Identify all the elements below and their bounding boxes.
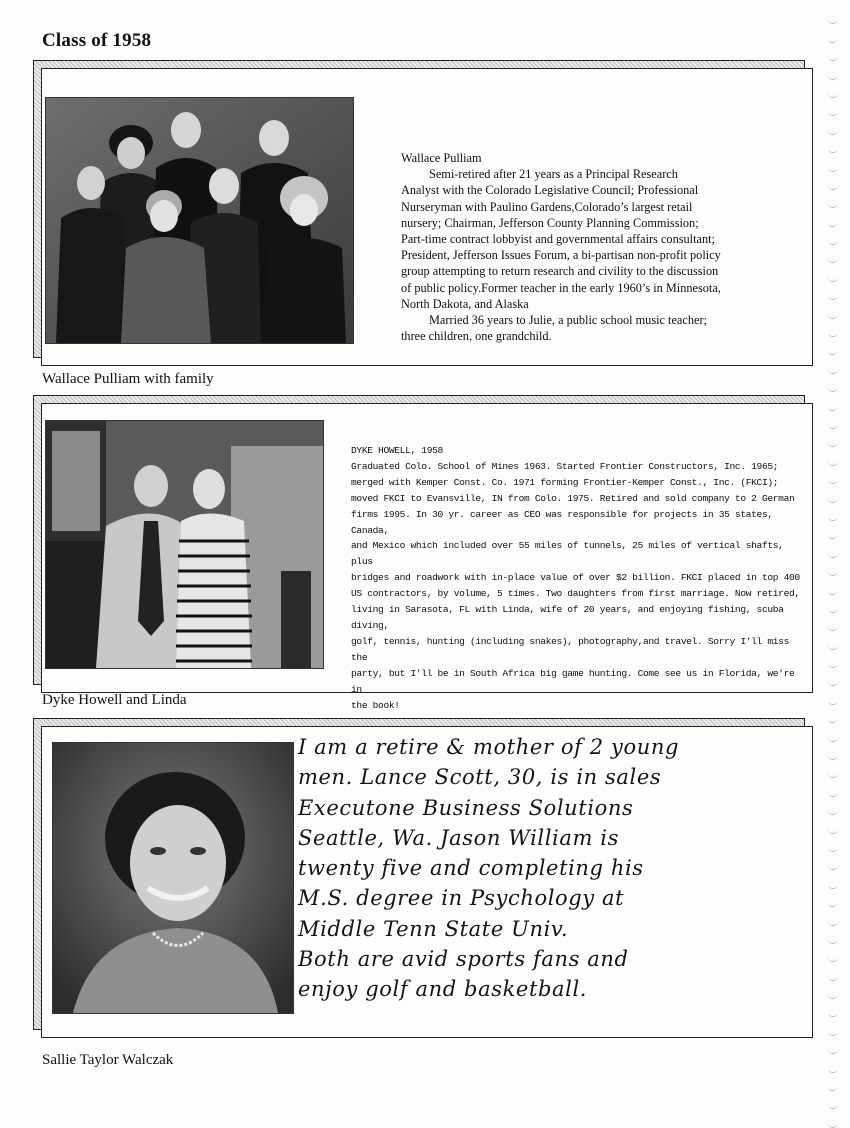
note-line: Middle Tenn State Univ.	[298, 916, 569, 941]
binding-curl	[828, 742, 838, 760]
bio-line: the book!	[351, 699, 400, 711]
bio-line: Graduated Colo. School of Mines 1963. Started Frontier Constructors, Inc. 1965;	[351, 460, 779, 472]
handwritten-note	[298, 732, 679, 1005]
bio-line: nursery; Chairman, Jefferson County Planning Commission;	[401, 215, 699, 230]
wallace-bio	[401, 150, 781, 344]
bio-line: party, but I'll be in South Africa big game hunting. Come see us in Florida, we're in	[351, 667, 800, 695]
binding-curl	[828, 263, 838, 281]
binding-curl	[828, 337, 838, 355]
bio-line: firms 1995. In 30 yr. career as CEO was responsible for projects in 35 states, Canada,	[351, 508, 779, 536]
page-title: Class of 1958	[42, 30, 152, 51]
binding-curl	[828, 300, 838, 318]
binding-curl	[828, 484, 838, 502]
binding-curl	[828, 1073, 838, 1091]
dyke-bio	[351, 443, 806, 713]
bio-line: and Mexico which included over 55 miles of tunnels, 25 miles of vertical shafts, plus	[351, 540, 789, 568]
binding-curl	[828, 834, 838, 852]
binding-curl	[828, 723, 838, 741]
binding-curl	[828, 889, 838, 907]
bio-name: Wallace Pulliam	[401, 151, 482, 165]
binding-curl	[828, 686, 838, 704]
binding-curl	[828, 1091, 838, 1109]
binding-curl	[828, 981, 838, 999]
binding-curl	[828, 80, 838, 98]
binding-curl	[828, 245, 838, 263]
binding-curl	[828, 926, 838, 944]
binding-curl	[828, 944, 838, 962]
binding-curl	[828, 870, 838, 888]
binding-curl	[828, 521, 838, 539]
bio-line: Semi-retired after 21 years as a Principal Research	[429, 167, 678, 182]
binding-curl	[828, 907, 838, 925]
note-line: I am a retire & mother of 2 young	[298, 735, 679, 759]
note-line: Executone Business Solutions	[298, 795, 634, 820]
binding-curl	[828, 43, 838, 61]
bio-line: Nurseryman with Paulino Gardens,Colorado’s largest retail	[401, 199, 693, 214]
note-line: enjoy golf and basketball.	[298, 977, 588, 1002]
bio-line: living in Sarasota, FL with Linda, wife of 20 years, and enjoying fishing, scuba diving,	[351, 604, 789, 631]
binding-curl	[828, 650, 838, 668]
note-line: M.S. degree in Psychology at	[298, 886, 625, 911]
binding-curl	[828, 999, 838, 1017]
binding-curl	[828, 98, 838, 116]
binding-curl	[828, 558, 838, 576]
binding-curl	[828, 429, 838, 447]
binding-curl	[828, 153, 838, 171]
binding-curl	[828, 539, 838, 557]
family-photo	[45, 97, 354, 344]
binding-curl	[828, 135, 838, 153]
binding-curl	[828, 208, 838, 226]
bio-line: President, Jefferson Issues Forum, a bi-partisan non-profit policy	[401, 248, 721, 263]
binding-curl	[828, 1036, 838, 1054]
binding-curl	[828, 797, 838, 815]
binding-curl	[828, 355, 838, 373]
binding-curl	[828, 1109, 838, 1127]
note-line: Seattle, Wa. Jason William is	[298, 825, 619, 850]
bio-line: three children, one grandchild.	[401, 329, 552, 344]
note-line: twenty five and completing his	[298, 856, 644, 881]
bio-line: US contractors, by volume, 5 times. Two daughters from first marriage. Now retired,	[351, 588, 800, 600]
binding-curl	[828, 705, 838, 723]
binding-curl	[828, 447, 838, 465]
note-line: Both are avid sports fans and	[298, 947, 629, 972]
bio-line: golf, tennis, hunting (including snakes), photography,and travel. Sorry I'll miss the	[351, 635, 795, 663]
bio-line: Part-time contract lobbyist and governmental affairs consultant;	[401, 232, 715, 247]
binding-curl	[828, 6, 838, 24]
bio-line: merged with Kemper Const. Co. 1971 forming Frontier-Kemper Const., Inc. (FKCI);	[351, 476, 779, 488]
bio-line: of public policy.Former teacher in the early 1960’s in Minnesota,	[401, 280, 721, 295]
note-line: men. Lance Scott, 30, is in sales	[298, 765, 662, 790]
binding-curl	[828, 319, 838, 337]
binding-curl	[828, 116, 838, 134]
binding-curl	[828, 392, 838, 410]
family-photo-image	[46, 98, 353, 343]
binding-curl	[828, 962, 838, 980]
bio-line: bridges and roadwork with in-place value of over $2 billion. FKCI placed in top 400	[351, 572, 800, 584]
binding-curl	[828, 815, 838, 833]
binding-curl	[828, 576, 838, 594]
binding-curl	[828, 760, 838, 778]
binding-curl	[828, 503, 838, 521]
binding-curl	[828, 668, 838, 686]
bio-heading: DYKE HOWELL, 1958	[351, 445, 443, 456]
binding-curl	[828, 61, 838, 79]
binding-curl	[828, 24, 838, 42]
binding-curl	[828, 411, 838, 429]
couple-photo-image	[46, 421, 323, 668]
binding-curl	[828, 190, 838, 208]
bio-line: North Dakota, and Alaska	[401, 296, 529, 311]
binding-curl	[828, 172, 838, 190]
binding-marks	[824, 6, 842, 1086]
bio-line: Analyst with the Colorado Legislative Council; Professional	[401, 183, 699, 198]
binding-curl	[828, 778, 838, 796]
photo-caption: Dyke Howell and Linda	[42, 692, 187, 708]
bio-line: group attempting to return research and civility to the discussion	[401, 264, 719, 279]
portrait-photo-image	[53, 743, 293, 1013]
couple-photo	[45, 420, 324, 669]
binding-curl	[828, 613, 838, 631]
photo-caption: Wallace Pulliam with family	[42, 371, 214, 387]
binding-curl	[828, 374, 838, 392]
portrait-photo	[52, 742, 294, 1014]
photo-caption: Sallie Taylor Walczak	[42, 1052, 174, 1068]
binding-curl	[828, 631, 838, 649]
binding-curl	[828, 1054, 838, 1072]
binding-curl	[828, 227, 838, 245]
bio-line: moved FKCI to Evansville, IN from Colo. 1975. Retired and sold company to 2 German	[351, 492, 795, 504]
binding-curl	[828, 852, 838, 870]
binding-curl	[828, 595, 838, 613]
bio-line: Married 36 years to Julie, a public school music teacher;	[429, 313, 707, 328]
binding-curl	[828, 466, 838, 484]
binding-curl	[828, 282, 838, 300]
binding-curl	[828, 1017, 838, 1035]
